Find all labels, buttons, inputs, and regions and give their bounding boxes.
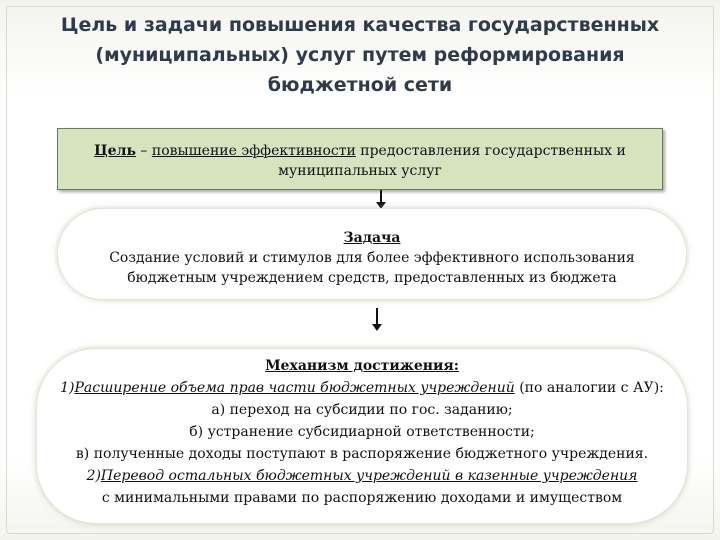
mechanism-item-2 xyxy=(37,465,687,487)
mechanism-item-1 xyxy=(37,377,687,399)
slide-title xyxy=(40,10,680,100)
task-line-1: Создание условий и стимулов для более эффективного использования xyxy=(109,250,635,266)
mechanism-sub-a: а) переход на субсидии по гос. заданию; xyxy=(211,402,513,418)
goal-text: предоставления государственных и xyxy=(355,143,626,159)
mechanism-box xyxy=(36,348,688,524)
title-line-2: (муниципальных) услуг путем реформирования xyxy=(95,44,625,66)
goal-box xyxy=(57,128,663,190)
goal-text-line-2: муниципальных услуг xyxy=(278,163,442,179)
goal-label: Цель xyxy=(94,143,136,159)
mechanism-sub-c: в) полученные доходы поступают в распоряжение бюджетного учреждения. xyxy=(75,446,649,462)
item-1-rest: (по аналогии с АУ): xyxy=(514,380,664,396)
item-1-number: 1) xyxy=(60,380,75,396)
down-arrow-2 xyxy=(372,308,382,332)
mechanism-sub-b: б) устранение субсидиарной ответственности; xyxy=(189,424,535,440)
goal-dash: – xyxy=(135,143,152,159)
item-1-italic: Расширение объема прав части бюджетных учреждений xyxy=(74,380,515,396)
title-line-1: Цель и задачи повышения качества государственных xyxy=(60,14,660,36)
down-arrow-1 xyxy=(376,190,386,210)
task-line-2: бюджетным учреждением средств, предоставленных из бюджета xyxy=(127,270,617,286)
task-box xyxy=(57,208,687,300)
task-heading: Задача xyxy=(343,230,401,246)
item-2-italic: Перевод остальных бюджетных учреждений в казенные учреждения xyxy=(100,468,638,484)
goal-underlined-text: повышение эффективности xyxy=(151,143,356,159)
title-line-3: бюджетной сети xyxy=(267,74,453,96)
item-2-number: 2) xyxy=(86,468,101,484)
mechanism-heading: Механизм достижения: xyxy=(265,358,459,374)
mechanism-item-2-rest: с минимальными правами по распоряжению доходами и имуществом xyxy=(101,490,623,506)
